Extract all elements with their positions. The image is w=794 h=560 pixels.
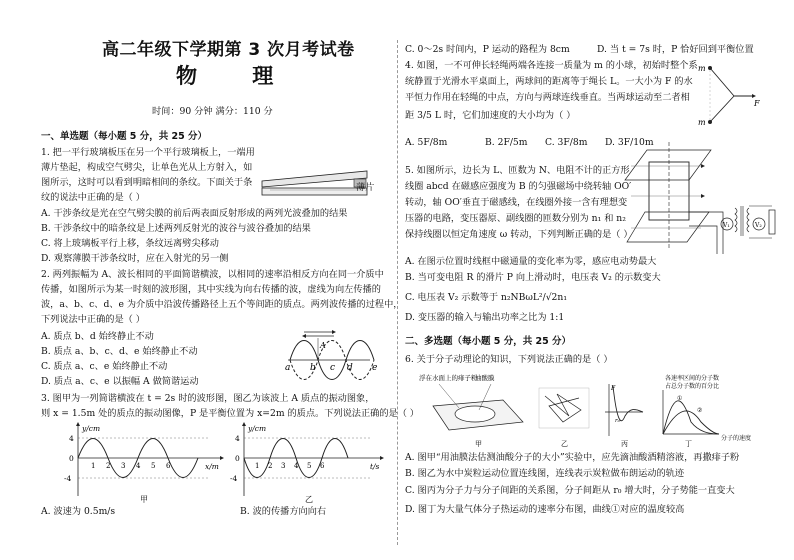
- q4-line: 统静置于光滑水平桌面上，两球间的距离等于绳长 L。一大小为 F 的水: [405, 76, 693, 87]
- q6-option-b: B. 图乙为水中炭粒运动位置连线图，连线表示炭粒做布朗运动的轨迹: [405, 468, 685, 479]
- q4-option-c: C. 3F/8m: [545, 137, 588, 148]
- graph-jia: [60, 422, 225, 502]
- q4-line: 距 3/5 L 时，它们加速度的大小均为（ ）: [405, 110, 576, 121]
- fig-ding-xlabel: 分子的速度: [721, 435, 752, 442]
- jia-ylabel: y/cm: [82, 424, 101, 433]
- subject-title: 物 理: [176, 64, 298, 88]
- exam-title: 高二年级下学期第 3 次月考试卷: [102, 40, 355, 60]
- svg-text:②: ②: [697, 407, 703, 414]
- fig-ding-ylabel-1: 各速率区间的分子数: [665, 375, 720, 382]
- q4-line: 4. 如图，一不可伸长轻绳两端各连接一质量为 m 的小球，初始时整个系: [405, 60, 698, 71]
- q3-line: 3. 图甲为一列简谐横波在 t = 2s 时的波形图，图乙为该波上 A 质点的振动图象，: [41, 393, 375, 404]
- jia-xtick: 6: [166, 462, 171, 470]
- section2-heading: 二、多选题（每小题 5 分，共 25 分）: [405, 336, 572, 347]
- q4-option-d: D. 3F/10m: [605, 137, 654, 148]
- q1-line: 薄片垫起，构成空气劈尖，让单色光从上方射入，如: [41, 162, 253, 173]
- yi-ylabel: y/cm: [248, 424, 267, 433]
- q5-option-b: B. 当可变电阻 R 的滑片 P 向上滑动时，电压表 V₂ 的示数变大: [405, 272, 661, 283]
- yi-ytick: -4: [230, 474, 238, 483]
- svg-text:V₁: V₁: [723, 222, 730, 229]
- svg-text:V₂: V₂: [755, 222, 762, 229]
- q2-line: 下列说法中正确的是（ ）: [41, 314, 145, 325]
- jia-ytick: 0: [69, 454, 74, 463]
- time-info: 时间：90 分钟 满分：110 分: [152, 106, 273, 117]
- yi-xtick: 4: [294, 462, 299, 470]
- force-label: F: [754, 99, 760, 108]
- q6-option-c: C. 图丙为分子力与分子间距的关系图，分子间距从 r₀ 增大时，分子势能一直变大: [405, 485, 735, 496]
- yi-ytick: 4: [235, 434, 240, 443]
- q6-figures: [419, 372, 789, 452]
- q5-line: 转动，轴 OO′垂直于磁感线，在线圈外接一含有理想变: [405, 197, 628, 208]
- q2-option-a: A. 质点 b、d 始终静止不动: [41, 331, 154, 342]
- right-column: [399, 0, 794, 560]
- q1-option-c: C. 将上玻璃板平行上移，条纹远离劈尖移动: [41, 238, 219, 249]
- generator-transformer-figure: [631, 142, 781, 254]
- q5-line: 5. 如图所示，边长为 L、匝数为 N、电阻不计的正方形: [405, 165, 630, 176]
- q3-line: 则 x = 1.5m 处的质点的振动图像，P 是平衡位置为 x=2m 的质点。下列说法正确的是（ ）: [41, 408, 419, 419]
- q1-option-d: D. 观察薄膜干涉条纹时，应在入射光的另一侧: [41, 253, 229, 264]
- q3-option-c: C. 0～2s 时间内，P 运动的路程为 8cm: [405, 44, 570, 55]
- q4-option-a: A. 5F/8m: [405, 137, 448, 148]
- q5-option-a: A. 在图示位置时线框中磁通量的变化率为零，感应电动势最大: [405, 256, 657, 267]
- fig-yi-caption: 乙: [561, 440, 568, 448]
- q1-line: 1. 把一平行玻璃板压在另一个平行玻璃板上，一端用: [41, 147, 255, 158]
- q5-line: 线圈 abcd 在磁感应强度为 B 的匀强磁场中绕转轴 OO′: [405, 181, 632, 192]
- q5-line: 保持线圈以恒定角速度 ω 转动，下列判断正确的是（ ）: [405, 229, 633, 240]
- q1-line: 图所示，这时可以看到明暗相间的条纹。下面关于条: [41, 177, 253, 188]
- q2-line: 传播，如图所示为某一时刻的波形图，其中实线为向右传播的波，虚线为向左传播的: [41, 284, 381, 295]
- fig-jia-caption: 甲: [475, 440, 482, 448]
- q1-option-a: A. 干涉条纹是光在空气劈尖膜的前后两表面反射形成的两列光波叠加的结果: [41, 208, 348, 219]
- yi-caption: 乙: [305, 495, 313, 504]
- rope-figure: [698, 60, 764, 130]
- label-b: b: [310, 363, 316, 373]
- yi-xtick: 2: [268, 462, 273, 470]
- jia-xtick: 5: [151, 462, 156, 470]
- q3-option-d: D. 当 t = 7s 时，P 恰好回到平衡位置: [597, 44, 754, 55]
- q4-option-b: B. 2F/5m: [485, 137, 528, 148]
- q2-option-c: C. 质点 a、c、e 始终静止不动: [41, 361, 168, 372]
- jia-ytick: -4: [64, 474, 72, 483]
- jia-xtick: 1: [91, 462, 96, 470]
- q2-line: 2. 两列振幅为 A、波长相同的平面简谐横波，以相同的速率沿相反方向在同一介质中: [41, 269, 384, 280]
- jia-xtick: 2: [106, 462, 111, 470]
- yi-xtick: 6: [320, 462, 325, 470]
- yi-xtick: 3: [281, 462, 286, 470]
- jia-ytick: 4: [69, 434, 74, 443]
- label-c: c: [330, 363, 336, 373]
- q2-line: 波，a、b、c、d、e 为介质中沿波传播路径上五个等间距的质点。两列波传播的过程中，: [41, 299, 403, 310]
- q4-line: 平恒力作用在轻绳的中点，方向与两球连线垂直。当两球运动至二者相: [405, 92, 690, 103]
- q5-line: 压器的电路，变压器原、副线圈的匝数分别为 n₁ 和 n₂: [405, 213, 626, 224]
- fig-jia-label-powder: 浮在水面上的痱子粉: [419, 374, 478, 382]
- jia-xtick: 4: [136, 462, 141, 470]
- jia-xlabel: x/m: [205, 462, 219, 471]
- yi-xtick: 5: [307, 462, 312, 470]
- section1-heading: 一、单选题（每小题 5 分，共 25 分）: [41, 131, 208, 142]
- two-waves-figure: [284, 322, 384, 382]
- q6-option-a: A. 图甲“用油膜法估测油酸分子的大小”实验中，应先滴油酸酒精溶液，再撒痱子粉: [405, 452, 740, 463]
- q2-option-d: D. 质点 a、c、e 以振幅 A 做简谐运动: [41, 376, 199, 387]
- q5-option-c: C. 电压表 V₂ 示数等于 n₂NBωL²/√2n₁: [405, 292, 567, 303]
- fig-ding-ylabel-2: 占总分子数的百分比: [665, 383, 720, 390]
- q6-option-d: D. 图丁为大量气体分子热运动的速率分布图，曲线①对应的温度较高: [405, 504, 685, 515]
- jia-xtick: 3: [121, 462, 126, 470]
- q2-option-b: B. 质点 a、b、c、d、e 始终静止不动: [41, 346, 198, 357]
- fig-jia-label-film: 油酸膜: [475, 374, 495, 382]
- fig-ding-caption: 丁: [685, 440, 692, 448]
- wedge-figure: [262, 160, 375, 200]
- q1-line: 纹的说法中正确的是（ ）: [41, 192, 145, 203]
- mass-bottom-label: m: [698, 118, 706, 127]
- yi-xlabel: t/s: [370, 462, 380, 471]
- column-divider: [397, 40, 398, 545]
- graph-yi: [230, 422, 395, 502]
- yi-xtick: 1: [255, 462, 260, 470]
- svg-text:r₀: r₀: [615, 418, 620, 424]
- mass-top-label: m: [698, 64, 706, 73]
- label-A: A: [320, 341, 326, 350]
- label-e: e: [372, 363, 378, 373]
- yi-ytick: 0: [235, 454, 240, 463]
- label-a: a: [285, 363, 291, 373]
- q1-option-b: B. 干涉条纹中的暗条纹是上述两列反射光的波谷与波谷叠加的结果: [41, 223, 311, 234]
- svg-text:①: ①: [677, 395, 683, 402]
- thin-sheet-label: 薄片: [356, 182, 375, 193]
- q3-option-b: B. 波的传播方向向右: [240, 506, 327, 517]
- q5-option-d: D. 变压器的输入与输出功率之比为 1:1: [405, 312, 565, 323]
- q3-option-a: A. 波速为 0.5m/s: [41, 506, 116, 517]
- label-d: d: [347, 363, 353, 373]
- q6-line: 6. 关于分子动理论的知识，下列说法正确的是（ ）: [405, 354, 613, 365]
- svg-text:F: F: [611, 385, 616, 392]
- jia-caption: 甲: [140, 495, 148, 504]
- fig-bing-caption: 丙: [621, 440, 628, 448]
